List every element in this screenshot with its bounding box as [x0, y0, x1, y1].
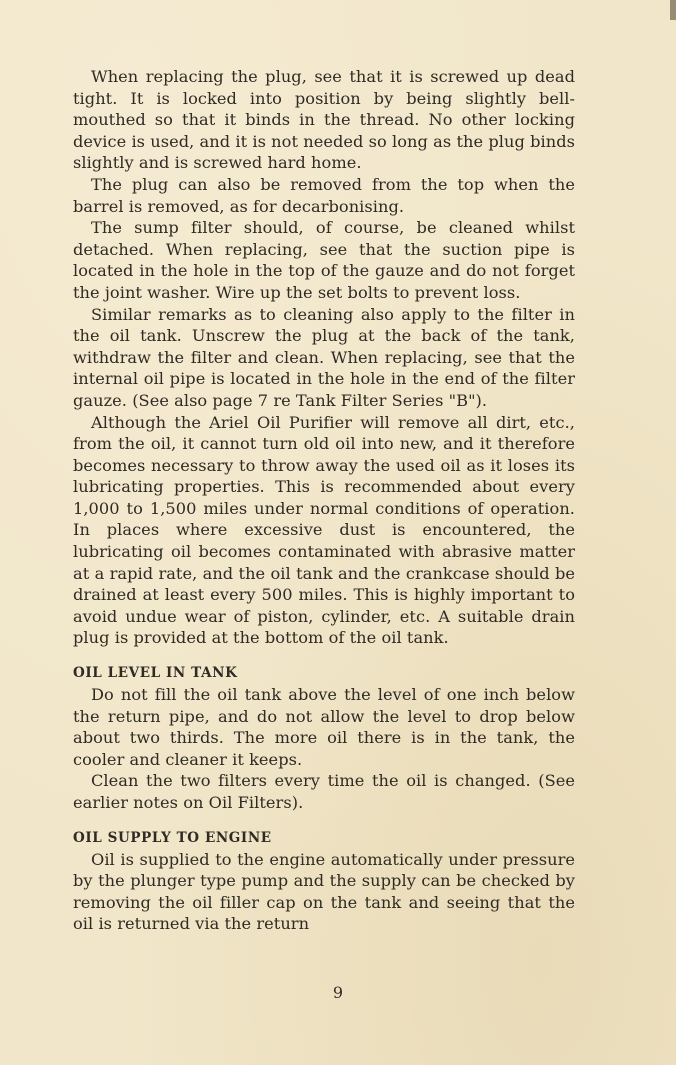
- paragraph-clean-filters: Clean the two filters every time the oil is changed. (See earlier notes on Oil Filters).: [73, 771, 575, 812]
- paragraph-tank-filter: Similar remarks as to cleaning also apply to the filter in the oil tank. Unscrew the plug at the back of the tank, withdraw the filter and clean. When replacing, see that the internal oil pipe is located in the hole in the end of the filter gauze. (See also page 7 re Tank Filter Series "B").: [73, 304, 575, 410]
- section-heading-oil-supply: OIL SUPPLY TO ENGINE: [73, 829, 272, 846]
- paragraph-oil-purifier: Although the Ariel Oil Purifier will remove all dirt, etc., from the oil, it cannot turn old oil into new, and it therefore becomes necessary to throw away the used oil as it loses its lubricating properties. This is recommended about every 1,000 to 1,500 miles under normal conditions of operation. In places where excessive dust is encountered, the lubricating oil becomes contaminated with abrasive matter at a rapid rate, and the oil tank and the crankcase should be drained at least every 500 miles. This is highly important to avoid undue wear of piston, cylinder, etc. A suitable drain plug is provided at the bottom of the oil tank.: [73, 412, 575, 648]
- paragraph-oil-supply: Oil is supplied to the engine automatically under pressure by the plunger type pump and the supply can be checked by removing the oil filler cap on the tank and seeing that the oil is returned via the return: [73, 849, 575, 934]
- paragraph-sump-filter: The sump filter should, of course, be cleaned whilst detached. When replacing, see that the suction pipe is located in the hole in the top of the gauze and do not forget the joint washer. Wire up the set bolts to prevent loss.: [73, 218, 575, 302]
- page-number: 9: [332, 983, 344, 1002]
- paragraph-oil-level: Do not fill the oil tank above the level of one inch below the return pipe, and do not allow the level to drop below about two thirds. The more oil there is in the tank, the cooler and cleaner it keeps.: [73, 685, 575, 769]
- paragraph-plug-replacing: When replacing the plug, see that it is screwed up dead tight. It is locked into position by being slightly bell-mouthed so that it binds in the thread. No other locking device is used, and it is not needed so long as the plug binds slightly and is screwed hard home.: [73, 67, 575, 173]
- section-heading-oil-level: OIL LEVEL IN TANK: [73, 665, 238, 682]
- page-edge-mark: [670, 0, 676, 20]
- page-body: [73, 66, 575, 935]
- paragraph-plug-removal: The plug can also be removed from the top when the barrel is removed, as for decarbonising.: [73, 174, 575, 216]
